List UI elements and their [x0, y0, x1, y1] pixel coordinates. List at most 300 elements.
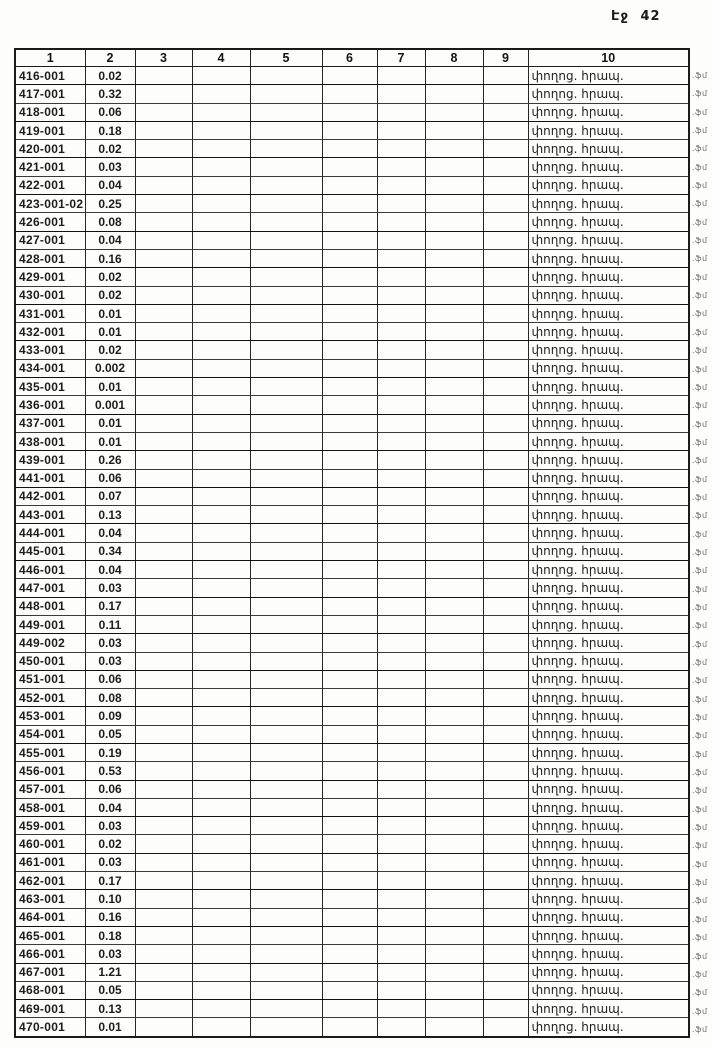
empty-cell [377, 762, 425, 780]
note-cell: փողոց. հրապ. [528, 231, 689, 249]
note-cell: փողոց. հրապ. [528, 249, 689, 267]
value-cell: 0.32 [85, 85, 135, 103]
value-cell: 0.01 [85, 414, 135, 432]
bleed-mark: .ֆմ [692, 804, 708, 814]
empty-cell [250, 542, 322, 560]
empty-cell [192, 670, 250, 688]
empty-cell [135, 378, 192, 396]
empty-cell [135, 231, 192, 249]
empty-cell [192, 231, 250, 249]
table-row [15, 908, 689, 926]
code-cell: 449-001 [15, 615, 85, 633]
empty-cell [377, 396, 425, 414]
empty-cell [483, 487, 528, 505]
empty-cell [135, 817, 192, 835]
column-header: 10 [528, 49, 689, 67]
empty-cell [483, 176, 528, 194]
empty-cell [377, 835, 425, 853]
empty-cell [377, 743, 425, 761]
empty-cell [135, 158, 192, 176]
empty-cell [135, 524, 192, 542]
empty-cell [483, 231, 528, 249]
empty-cell [425, 213, 483, 231]
code-cell: 449-002 [15, 634, 85, 652]
table-row [15, 634, 689, 652]
bleed-mark: .ֆմ [692, 749, 708, 759]
empty-cell [250, 615, 322, 633]
bleed-mark: .ֆմ [692, 346, 708, 356]
empty-cell [322, 487, 377, 505]
empty-cell [425, 743, 483, 761]
table-row [15, 1018, 689, 1037]
empty-cell [377, 926, 425, 944]
empty-cell [135, 432, 192, 450]
empty-cell [192, 890, 250, 908]
empty-cell [322, 268, 377, 286]
empty-cell [483, 725, 528, 743]
table-row [15, 597, 689, 615]
empty-cell [322, 158, 377, 176]
code-cell: 451-001 [15, 670, 85, 688]
empty-cell [483, 963, 528, 981]
code-cell: 420-001 [15, 140, 85, 158]
note-cell: փողոց. հրապ. [528, 872, 689, 890]
empty-cell [250, 634, 322, 652]
table-row [15, 762, 689, 780]
empty-cell [135, 286, 192, 304]
empty-cell [250, 323, 322, 341]
empty-cell [250, 890, 322, 908]
empty-cell [483, 945, 528, 963]
table-row [15, 359, 689, 377]
table-row [15, 707, 689, 725]
code-cell: 460-001 [15, 835, 85, 853]
note-cell: փողոց. հրապ. [528, 341, 689, 359]
empty-cell [250, 451, 322, 469]
table-row [15, 304, 689, 322]
note-cell: փողոց. հրապ. [528, 487, 689, 505]
empty-cell [377, 103, 425, 121]
bleed-mark: .ֆմ [692, 914, 708, 924]
bleed-mark: .ֆմ [692, 401, 708, 411]
empty-cell [425, 670, 483, 688]
empty-cell [135, 835, 192, 853]
value-cell: 0.02 [85, 286, 135, 304]
code-cell: 436-001 [15, 396, 85, 414]
code-cell: 462-001 [15, 872, 85, 890]
empty-cell [377, 908, 425, 926]
note-cell: փողոց. հրապ. [528, 853, 689, 871]
empty-cell [483, 451, 528, 469]
note-cell: փողոց. հրապ. [528, 762, 689, 780]
empty-cell [322, 689, 377, 707]
empty-cell [322, 762, 377, 780]
empty-cell [483, 597, 528, 615]
code-cell: 445-001 [15, 542, 85, 560]
bleed-mark: .ֆմ [692, 309, 708, 319]
code-cell: 428-001 [15, 249, 85, 267]
empty-cell [425, 140, 483, 158]
empty-cell [322, 945, 377, 963]
empty-cell [483, 158, 528, 176]
bleed-mark: .ֆմ [692, 89, 708, 99]
empty-cell [192, 780, 250, 798]
table-row [15, 872, 689, 890]
bleed-mark: .ֆմ [692, 841, 708, 851]
code-cell: 468-001 [15, 981, 85, 999]
value-cell: 0.04 [85, 176, 135, 194]
bleed-mark: .ֆմ [692, 639, 708, 649]
empty-cell [250, 597, 322, 615]
empty-cell [425, 195, 483, 213]
empty-cell [250, 725, 322, 743]
empty-cell [322, 323, 377, 341]
empty-cell [322, 524, 377, 542]
table-header-row [15, 49, 689, 67]
code-cell: 450-001 [15, 652, 85, 670]
value-cell: 0.01 [85, 304, 135, 322]
empty-cell [250, 908, 322, 926]
bleed-mark: .ֆմ [692, 584, 708, 594]
note-cell: փողոց. հրապ. [528, 542, 689, 560]
note-cell: փողոց. հրապ. [528, 670, 689, 688]
empty-cell [377, 634, 425, 652]
bleed-mark: .ֆմ [692, 878, 708, 888]
empty-cell [192, 195, 250, 213]
note-cell: փողոց. հրապ. [528, 506, 689, 524]
empty-cell [425, 561, 483, 579]
empty-cell [192, 981, 250, 999]
empty-cell [377, 432, 425, 450]
empty-cell [377, 323, 425, 341]
empty-cell [135, 1000, 192, 1018]
empty-cell [377, 67, 425, 85]
empty-cell [250, 341, 322, 359]
empty-cell [483, 542, 528, 560]
empty-cell [425, 981, 483, 999]
empty-cell [377, 213, 425, 231]
value-cell: 0.02 [85, 140, 135, 158]
empty-cell [250, 140, 322, 158]
value-cell: 0.01 [85, 1018, 135, 1037]
empty-cell [192, 469, 250, 487]
empty-cell [135, 798, 192, 816]
empty-cell [322, 707, 377, 725]
note-cell: փողոց. հրապ. [528, 286, 689, 304]
empty-cell [322, 561, 377, 579]
empty-cell [377, 286, 425, 304]
value-cell: 0.03 [85, 579, 135, 597]
empty-cell [322, 176, 377, 194]
bleed-mark: .ֆմ [692, 382, 708, 392]
bleed-mark: .ֆմ [692, 933, 708, 943]
table-row [15, 506, 689, 524]
bleed-mark: .ֆմ [692, 181, 708, 191]
empty-cell [483, 780, 528, 798]
table-row [15, 268, 689, 286]
column-header: 5 [250, 49, 322, 67]
note-cell: փողոց. հրապ. [528, 890, 689, 908]
empty-cell [483, 414, 528, 432]
bleed-mark: .ֆմ [692, 786, 708, 796]
code-cell: 416-001 [15, 67, 85, 85]
empty-cell [483, 890, 528, 908]
note-cell: փողոց. հրապ. [528, 963, 689, 981]
note-cell: փողոց. հրապ. [528, 213, 689, 231]
code-cell: 431-001 [15, 304, 85, 322]
empty-cell [322, 378, 377, 396]
empty-cell [135, 963, 192, 981]
note-cell: փողոց. հրապ. [528, 597, 689, 615]
empty-cell [425, 268, 483, 286]
value-cell: 0.08 [85, 213, 135, 231]
code-cell: 461-001 [15, 853, 85, 871]
empty-cell [377, 231, 425, 249]
empty-cell [135, 249, 192, 267]
table-row [15, 542, 689, 560]
note-cell: փողոց. հրապ. [528, 67, 689, 85]
empty-cell [377, 561, 425, 579]
table-row [15, 835, 689, 853]
empty-cell [483, 469, 528, 487]
empty-cell [483, 304, 528, 322]
empty-cell [322, 231, 377, 249]
empty-cell [192, 121, 250, 139]
empty-cell [425, 725, 483, 743]
empty-cell [377, 506, 425, 524]
empty-cell [483, 872, 528, 890]
empty-cell [377, 963, 425, 981]
value-cell: 0.03 [85, 158, 135, 176]
note-cell: փողոց. հրապ. [528, 469, 689, 487]
empty-cell [192, 396, 250, 414]
table-row [15, 231, 689, 249]
empty-cell [192, 524, 250, 542]
empty-cell [250, 835, 322, 853]
empty-cell [425, 542, 483, 560]
value-cell: 0.03 [85, 945, 135, 963]
empty-cell [322, 890, 377, 908]
empty-cell [425, 872, 483, 890]
table-row [15, 323, 689, 341]
value-cell: 0.03 [85, 634, 135, 652]
value-cell: 0.06 [85, 780, 135, 798]
empty-cell [192, 286, 250, 304]
table-row [15, 195, 689, 213]
empty-cell [322, 359, 377, 377]
code-cell: 455-001 [15, 743, 85, 761]
note-cell: փողոց. հրապ. [528, 615, 689, 633]
value-cell: 0.01 [85, 432, 135, 450]
empty-cell [250, 268, 322, 286]
value-cell: 0.16 [85, 249, 135, 267]
code-cell: 466-001 [15, 945, 85, 963]
value-cell: 0.18 [85, 926, 135, 944]
value-cell: 0.02 [85, 835, 135, 853]
value-cell: 0.11 [85, 615, 135, 633]
note-cell: փողոց. հրապ. [528, 579, 689, 597]
empty-cell [425, 396, 483, 414]
empty-cell [135, 634, 192, 652]
empty-cell [425, 103, 483, 121]
empty-cell [425, 176, 483, 194]
table-row [15, 853, 689, 871]
empty-cell [377, 1018, 425, 1037]
empty-cell [250, 817, 322, 835]
code-cell: 467-001 [15, 963, 85, 981]
empty-cell [483, 249, 528, 267]
empty-cell [425, 597, 483, 615]
empty-cell [425, 762, 483, 780]
value-cell: 0.16 [85, 908, 135, 926]
value-cell: 0.13 [85, 506, 135, 524]
empty-cell [322, 414, 377, 432]
empty-cell [250, 231, 322, 249]
empty-cell [250, 798, 322, 816]
code-cell: 469-001 [15, 1000, 85, 1018]
code-cell: 463-001 [15, 890, 85, 908]
empty-cell [192, 103, 250, 121]
empty-cell [425, 359, 483, 377]
empty-cell [192, 359, 250, 377]
note-cell: փողոց. հրապ. [528, 652, 689, 670]
bleed-mark: .ֆմ [692, 291, 708, 301]
value-cell: 0.07 [85, 487, 135, 505]
empty-cell [135, 359, 192, 377]
note-cell: փողոց. հրապ. [528, 121, 689, 139]
table-row [15, 579, 689, 597]
note-cell: փողոց. հրապ. [528, 103, 689, 121]
bleed-mark: .ֆմ [692, 511, 708, 521]
empty-cell [425, 853, 483, 871]
bleed-mark: .ֆմ [692, 107, 708, 117]
bleed-mark: .ֆմ [692, 713, 708, 723]
bleed-mark: .ֆմ [692, 71, 708, 80]
code-cell: 456-001 [15, 762, 85, 780]
empty-cell [135, 762, 192, 780]
bleed-mark: .ֆմ [692, 768, 708, 778]
bleed-mark: .ֆմ [692, 162, 708, 172]
code-cell: 447-001 [15, 579, 85, 597]
empty-cell [135, 341, 192, 359]
empty-cell [135, 542, 192, 560]
empty-cell [425, 286, 483, 304]
empty-cell [250, 762, 322, 780]
empty-cell [483, 67, 528, 85]
note-cell: փողոց. հրապ. [528, 835, 689, 853]
code-cell: 423-001-02 [15, 195, 85, 213]
empty-cell [322, 597, 377, 615]
empty-cell [322, 798, 377, 816]
empty-cell [483, 561, 528, 579]
empty-cell [322, 432, 377, 450]
value-cell: 0.02 [85, 341, 135, 359]
note-cell: փողոց. հրապ. [528, 908, 689, 926]
empty-cell [483, 652, 528, 670]
empty-cell [483, 908, 528, 926]
bleed-mark: .ֆմ [692, 217, 708, 227]
bleed-mark: .ֆմ [692, 988, 708, 998]
value-cell: 0.002 [85, 359, 135, 377]
empty-cell [192, 689, 250, 707]
empty-cell [483, 817, 528, 835]
empty-cell [135, 487, 192, 505]
column-header: 8 [425, 49, 483, 67]
code-cell: 422-001 [15, 176, 85, 194]
note-cell: փողոց. հրապ. [528, 743, 689, 761]
empty-cell [192, 140, 250, 158]
empty-cell [377, 378, 425, 396]
table-row [15, 524, 689, 542]
empty-cell [135, 981, 192, 999]
note-cell: փողոց. հրապ. [528, 140, 689, 158]
table-row [15, 743, 689, 761]
value-cell: 0.03 [85, 817, 135, 835]
empty-cell [135, 890, 192, 908]
bleed-mark: .ֆմ [692, 492, 708, 502]
empty-cell [483, 762, 528, 780]
empty-cell [250, 853, 322, 871]
empty-cell [135, 469, 192, 487]
value-cell: 0.17 [85, 597, 135, 615]
empty-cell [425, 689, 483, 707]
empty-cell [250, 432, 322, 450]
value-cell: 0.53 [85, 762, 135, 780]
empty-cell [250, 103, 322, 121]
column-header: 9 [483, 49, 528, 67]
empty-cell [192, 561, 250, 579]
empty-cell [192, 304, 250, 322]
empty-cell [425, 1018, 483, 1037]
empty-cell [322, 835, 377, 853]
empty-cell [377, 890, 425, 908]
value-cell: 0.09 [85, 707, 135, 725]
empty-cell [250, 652, 322, 670]
empty-cell [377, 872, 425, 890]
empty-cell [377, 451, 425, 469]
code-cell: 459-001 [15, 817, 85, 835]
empty-cell [377, 1000, 425, 1018]
note-cell: փողոց. հրապ. [528, 524, 689, 542]
empty-cell [483, 524, 528, 542]
bleed-mark: .ֆմ [692, 144, 708, 154]
empty-cell [250, 506, 322, 524]
bleed-mark: .ֆմ [692, 823, 708, 833]
empty-cell [192, 725, 250, 743]
table-row [15, 561, 689, 579]
empty-cell [135, 725, 192, 743]
empty-cell [322, 103, 377, 121]
table-row [15, 945, 689, 963]
empty-cell [322, 725, 377, 743]
empty-cell [425, 926, 483, 944]
value-cell: 0.18 [85, 121, 135, 139]
empty-cell [192, 817, 250, 835]
empty-cell [425, 1000, 483, 1018]
table-row [15, 103, 689, 121]
empty-cell [135, 853, 192, 871]
empty-cell [322, 396, 377, 414]
empty-cell [135, 451, 192, 469]
empty-cell [483, 853, 528, 871]
empty-cell [192, 506, 250, 524]
bleed-mark: .ֆմ [692, 1006, 708, 1016]
empty-cell [192, 85, 250, 103]
value-cell: 0.19 [85, 743, 135, 761]
empty-cell [192, 323, 250, 341]
empty-cell [483, 615, 528, 633]
empty-cell [322, 615, 377, 633]
